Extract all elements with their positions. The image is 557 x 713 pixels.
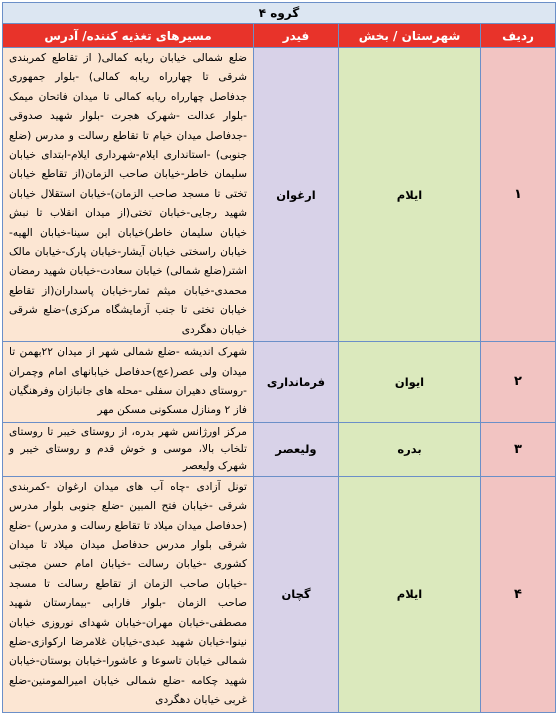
cell-feeder: فرمانداری (254, 342, 339, 423)
header-radif: ردیف (481, 24, 556, 48)
cell-feeder: ارغوان (254, 48, 339, 342)
cell-city: ایلام (339, 48, 481, 342)
cell-city: ایوان (339, 342, 481, 423)
group-title: گروه ۴ (3, 3, 556, 24)
header-routes: مسیرهای تغذیه کننده/ آدرس (3, 24, 254, 48)
cell-radif: ۳ (481, 422, 556, 476)
header-feeder: فیدر (254, 24, 339, 48)
cell-routes: مرکز اورژانس شهر بدره، از روستای خیبر تا روستای تلخاب بالا، موسی و خوش قدم و روستای خیبر و شهرک ولیعصر (3, 422, 254, 476)
cell-feeder: گچان (254, 476, 339, 712)
cell-feeder: ولیعصر (254, 422, 339, 476)
group-title-row (3, 3, 556, 24)
header-city: شهرستان / بخش (339, 24, 481, 48)
cell-radif: ۱ (481, 48, 556, 342)
cell-routes: شهرک اندیشه -ضلع شمالی شهر از میدان ۲۲بهمن تا میدان ولی عصر(عج)حدفاصل خیابانهای امام وچمران -روستای دهیران سفلی -محله های جانبازان وفرهنگیان فاز ۲ ومنازل مسکونی مسکن مهر (3, 342, 254, 423)
cell-radif: ۴ (481, 476, 556, 712)
cell-radif: ۲ (481, 342, 556, 423)
table-row (3, 342, 556, 423)
header-row (3, 24, 556, 48)
feeder-routes-table (2, 2, 556, 713)
table-row (3, 476, 556, 712)
cell-routes: ضلع شمالی خیابان ریابه کمالی( از تقاطع کمربندی شرقی تا چهارراه ریابه کمالی) -بلوار جمهوری جدفاصل چهارراه ریابه کمالی تا میدان فاتحان میمک -بلوار عدالت -شهرک هجرت -بلوار شهید صدوقی -جدفاصل میدان خیام تا تقاطع رسالت و مدرس (ضلع جنوبی) -استانداری ایلام-شهرداری ایلام-ابتدای خیابان سلیمان خاطر-خیابان صاحب الزمان(از تقاطع خیابان تختی تا مسجد صاحب الزمان)-خیابان استقلال خیابان شهید رجایی-خیابان تختی(از میدان انقلاب تا نبش خیابان سلیمان خاطر)خیابان ابن سینا-خیابان الهیه-خیابان راسختی خیابان آیشار-خیابان پارک-خیابان مالک اشتر(ضلع شمالی) خیابان سعادت-خیابان شهید رمضان محمدی-خیابان میثم تمار-خیابان پاسداران(از تقاطع خیابان تختی تا جنب آزمایشگاه مرکزی)-ضلع شرقی خیابان دهگردی (3, 48, 254, 342)
group-table-container (2, 2, 555, 707)
cell-city: ایلام (339, 476, 481, 712)
cell-city: بدره (339, 422, 481, 476)
table-row (3, 422, 556, 476)
table-row (3, 48, 556, 342)
cell-routes: تونل آزادی -چاه آب های میدان ارغوان -کمربندی شرقی -خیابان فتح المبین -ضلع جنوبی بلوار مدرس (حدفاصل میدان میلاد تا تقاطع رسالت و مدرس) -ضلع شرقی بلوار مدرس حدفاصل میدان میلاد تا میدان کشوری -خیابان رسالت -خیابان امام حسن مجتبی -خیابان صاحب الزمان از تقاطع رسالت تا مسجد صاحب الزمان -بلوار فارابی -بیمارستان شهید مصطفی-خیابان مهران-خیابان شهدای نوروزی خیابان نینوا-خیابان شهید عبدی-خیابان غلامرضا ارکوازی-ضلع شمالی خیابان تاسوعا و عاشورا-خیابان بوستان-خیابان شهید چکامه -ضلع شمالی خیابان امیرالمومنین-ضلع غربی خیابان دهگردی (3, 476, 254, 712)
